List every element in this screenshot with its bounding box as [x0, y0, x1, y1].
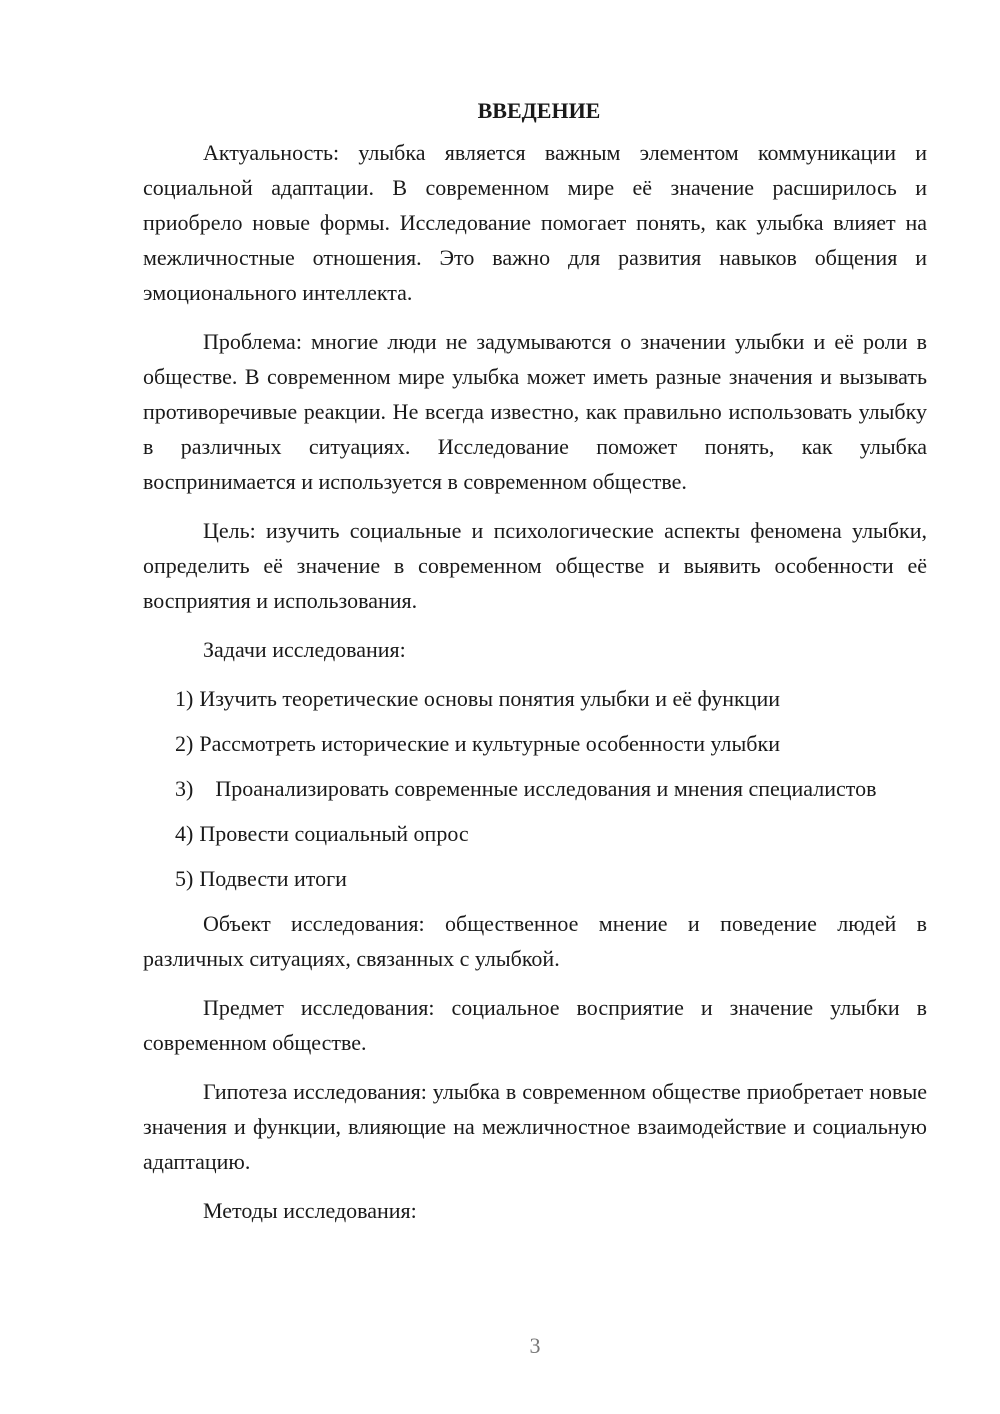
paragraph-tasks-intro: Задачи исследования:	[203, 637, 406, 662]
list-item-text: Проанализировать современные исследования и мнения специалистов	[215, 776, 877, 801]
paragraph-object: Объект исследования: общественное мнение и поведение людей в различных ситуациях, связанных с улыбкой.	[143, 911, 927, 971]
list-item	[143, 816, 927, 851]
page-number: 3	[529, 1333, 541, 1358]
paragraph-problem: Проблема: многие люди не задумываются о значении улыбки и её роли в обществе. В современном мире улыбка может иметь разные значения и вызывать противоречивые реакции. Не всегда известно, как правильно использовать улыбку в различных ситуациях. Исследование поможет понять, как улыбка воспринимается и используется в современном обществе.	[143, 329, 927, 494]
list-item-number: 2)	[175, 731, 194, 756]
list-item	[143, 861, 927, 896]
list-item-text: Провести социальный опрос	[199, 821, 469, 846]
section-heading: ВВЕДЕНИЕ	[477, 98, 601, 123]
list-item-text: Изучить теоретические основы понятия улыбки и её функции	[199, 686, 780, 711]
list-item-number: 5)	[175, 866, 194, 891]
tasks-list	[143, 681, 927, 896]
list-item-text: Рассмотреть исторические и культурные особенности улыбки	[199, 731, 780, 756]
paragraph-relevance: Актуальность: улыбка является важным элементом коммуникации и социальной адаптации. В современном мире её значение расширилось и приобрело новые формы. Исследование помогает понять, как улыбка влияет на межличностные отношения. Это важно для развития навыков общения и эмоционального интеллекта.	[143, 140, 927, 305]
paragraph-methods: Методы исследования:	[203, 1198, 417, 1223]
paragraph-subject: Предмет исследования: социальное восприятие и значение улыбки в современном обществе.	[143, 995, 927, 1055]
list-item-text: Подвести итоги	[199, 866, 347, 891]
list-item-number: 4)	[175, 821, 194, 846]
list-item	[143, 681, 927, 716]
list-item	[143, 771, 927, 806]
list-item-number: 3)	[175, 776, 194, 801]
paragraph-goal: Цель: изучить социальные и психологические аспекты феномена улыбки, определить её значение в современном обществе и выявить особенности её восприятия и использования.	[143, 518, 927, 613]
list-item-number: 1)	[175, 686, 194, 711]
list-item	[143, 726, 927, 761]
paragraph-hypothesis: Гипотеза исследования: улыбка в современном обществе приобретает новые значения и функции, влияющие на межличностное взаимодействие и социальную адаптацию.	[143, 1079, 927, 1174]
